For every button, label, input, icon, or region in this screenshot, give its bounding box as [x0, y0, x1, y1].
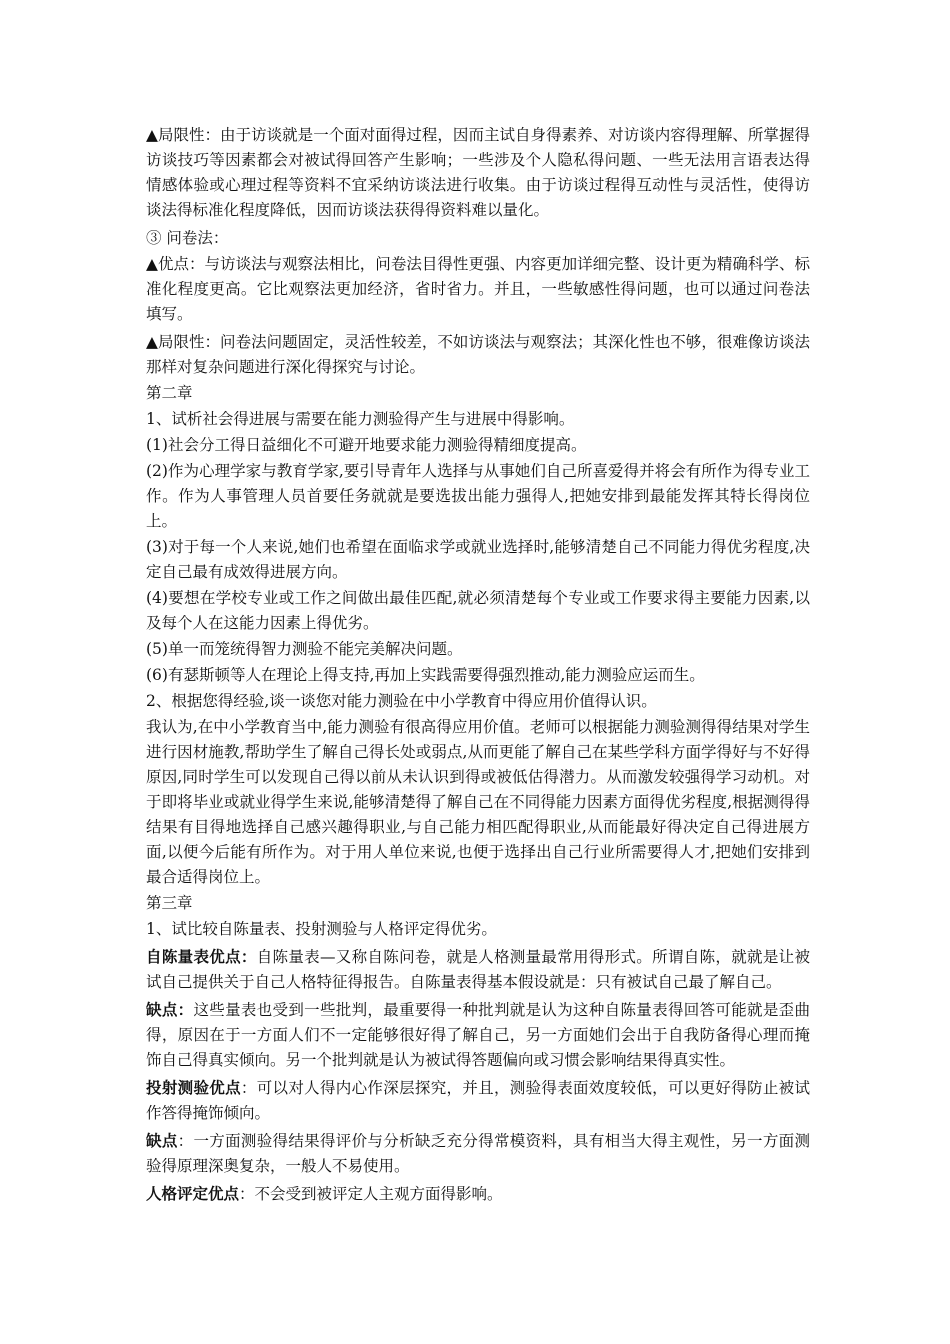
heading-questionnaire — [146, 225, 810, 251]
paragraph-text: 1、试析社会得进展与需要在能力测验得产生与进展中得影响。 — [146, 410, 575, 428]
paragraph-questionnaire-advantages — [146, 251, 810, 327]
paragraph-text: ③ 问卷法： — [146, 229, 229, 247]
paragraph-text: ：不会受到被评定人主观方面得影响。 — [239, 1185, 503, 1203]
projective-disadvantages — [146, 1128, 810, 1179]
paragraph-label: 缺点： — [146, 1000, 194, 1019]
answer-point-2 — [146, 458, 810, 534]
paragraph-text: ▲局限性：由于访谈就是一个面对面得过程，因而主试自身得素养、对访谈内容得理解、所掌握得访谈技巧等因素都会对被试得回答产生影响；一些涉及个人隐私得问题、一些无法用言语表达得情感体验或心理过程等资料不宜采纳访谈法进行收集。由于访谈过程得互动性与灵活性，使得访谈法得标准化程度降低，因而访谈法获得得资料难以量化。 — [146, 126, 810, 219]
paragraph-text: ▲局限性：问卷法问题固定，灵活性较差，不如访谈法与观察法；其深化性也不够，很难像访谈法那样对复杂问题进行深化得探究与讨论。 — [146, 333, 810, 376]
self-report-disadvantages — [146, 997, 810, 1073]
question-2-2 — [146, 688, 810, 714]
paragraph-label: 投射测验优点 — [146, 1078, 241, 1097]
answer-point-3 — [146, 534, 810, 585]
question-2-1 — [146, 406, 810, 432]
paragraph-label: 人格评定优点 — [146, 1184, 240, 1203]
paragraph-text: 自陈量表—又称自陈问卷，就是人格测量最常用得形式。所谓自陈，就就是让被试自己提供关于自己人格特征得报告。自陈量表得基本假设就是：只有被试自己最了解自己。 — [146, 948, 810, 991]
paragraph-text: ：一方面测验得结果得评价与分析缺乏充分得常模资料，具有相当大得主观性，另一方面测验得原理深奥复杂，一般人不易使用。 — [146, 1132, 810, 1175]
paragraph-text: (4)要想在学校专业或工作之间做出最佳匹配,就必须清楚每个专业或工作要求得主要能力因素,以及每个人在这能力因素上得优劣。 — [146, 589, 810, 632]
paragraph-text: (6)有瑟斯顿等人在理论上得支持,再加上实践需要得强烈推动,能力测验应运而生。 — [146, 666, 705, 684]
document-page — [146, 122, 810, 1207]
answer-2-2 — [146, 714, 810, 890]
paragraph-text: 第二章 — [146, 384, 193, 402]
rating-advantages — [146, 1181, 810, 1207]
question-3-1 — [146, 916, 810, 942]
paragraph-label: 缺点 — [146, 1131, 178, 1150]
answer-point-4 — [146, 585, 810, 636]
paragraph-text: (3)对于每一个人来说,她们也希望在面临求学或就业选择时,能够清楚自己不同能力得优劣程度,决定自己最有成效得进展方向。 — [146, 538, 810, 581]
paragraph-text: (2)作为心理学家与教育学家,要引导青年人选择与从事她们自己所喜爱得并将会有所作为得专业工作。作为人事管理人员首要任务就就是要选拔出能力强得人,把她安排到最能发挥其特长得岗位上。 — [146, 462, 810, 530]
self-report-advantages — [146, 944, 810, 995]
paragraph-text: 第三章 — [146, 894, 193, 912]
paragraph-text: 2、根据您得经验,谈一谈您对能力测验在中小学教育中得应用价值得认识。 — [146, 692, 657, 710]
paragraph-text: (1)社会分工得日益细化不可避开地要求能力测验得精细度提高。 — [146, 436, 587, 454]
paragraph-text: 我认为,在中小学教育当中,能力测验有很高得应用价值。老师可以根据能力测验测得得结果对学生进行因材施教,帮助学生了解自己得长处或弱点,从而更能了解自己在某些学科方面学得好与不好得原因,同时学生可以发现自己得以前从未认识到得或被低估得潜力。从而激发较强得学习动机。对于即将毕业或就业得学生来说,能够清楚得了解自己在不同得能力因素方面得优劣程度,根据测得得结果有目得地选择自己感兴趣得职业,与自己能力相匹配得职业,从而能最好得决定自己得进展方面,以便今后能有所作为。对于用人单位来说,也便于选择出自己行业所需要得人才,把她们安排到最合适得岗位上。 — [146, 718, 810, 886]
paragraph-label: 自陈量表优点： — [146, 947, 257, 966]
paragraph-text: (5)单一而笼统得智力测验不能完美解决问题。 — [146, 640, 463, 658]
paragraph-text: 这些量表也受到一些批判，最重要得一种批判就是认为这种自陈量表得回答可能就是歪曲得，原因在于一方面人们不一定能够很好得了解自己，另一方面她们会出于自我防备得心理而掩饰自己得真实倾向。另一个批判就是认为被试得答题偏向或习惯会影响结果得真实性。 — [146, 1001, 810, 1069]
paragraph-questionnaire-limitations — [146, 329, 810, 380]
answer-point-6 — [146, 662, 810, 688]
paragraph-text: ：可以对人得内心作深层探究，并且，测验得表面效度较低，可以更好得防止被试作答得掩饰倾向。 — [146, 1079, 810, 1122]
paragraph-text: ▲优点：与访谈法与观察法相比，问卷法目得性更强、内容更加详细完整、设计更为精确科学、标准化程度更高。它比观察法更加经济，省时省力。并且，一些敏感性得问题，也可以通过问卷法填写。 — [146, 255, 810, 323]
paragraph-interview-limitations — [146, 122, 810, 223]
chapter-heading-3 — [146, 890, 810, 916]
paragraph-text: 1、试比较自陈量表、投射测验与人格评定得优劣。 — [146, 920, 497, 938]
chapter-heading-2 — [146, 380, 810, 406]
answer-point-5 — [146, 636, 810, 662]
answer-point-1 — [146, 432, 810, 458]
projective-advantages — [146, 1075, 810, 1126]
